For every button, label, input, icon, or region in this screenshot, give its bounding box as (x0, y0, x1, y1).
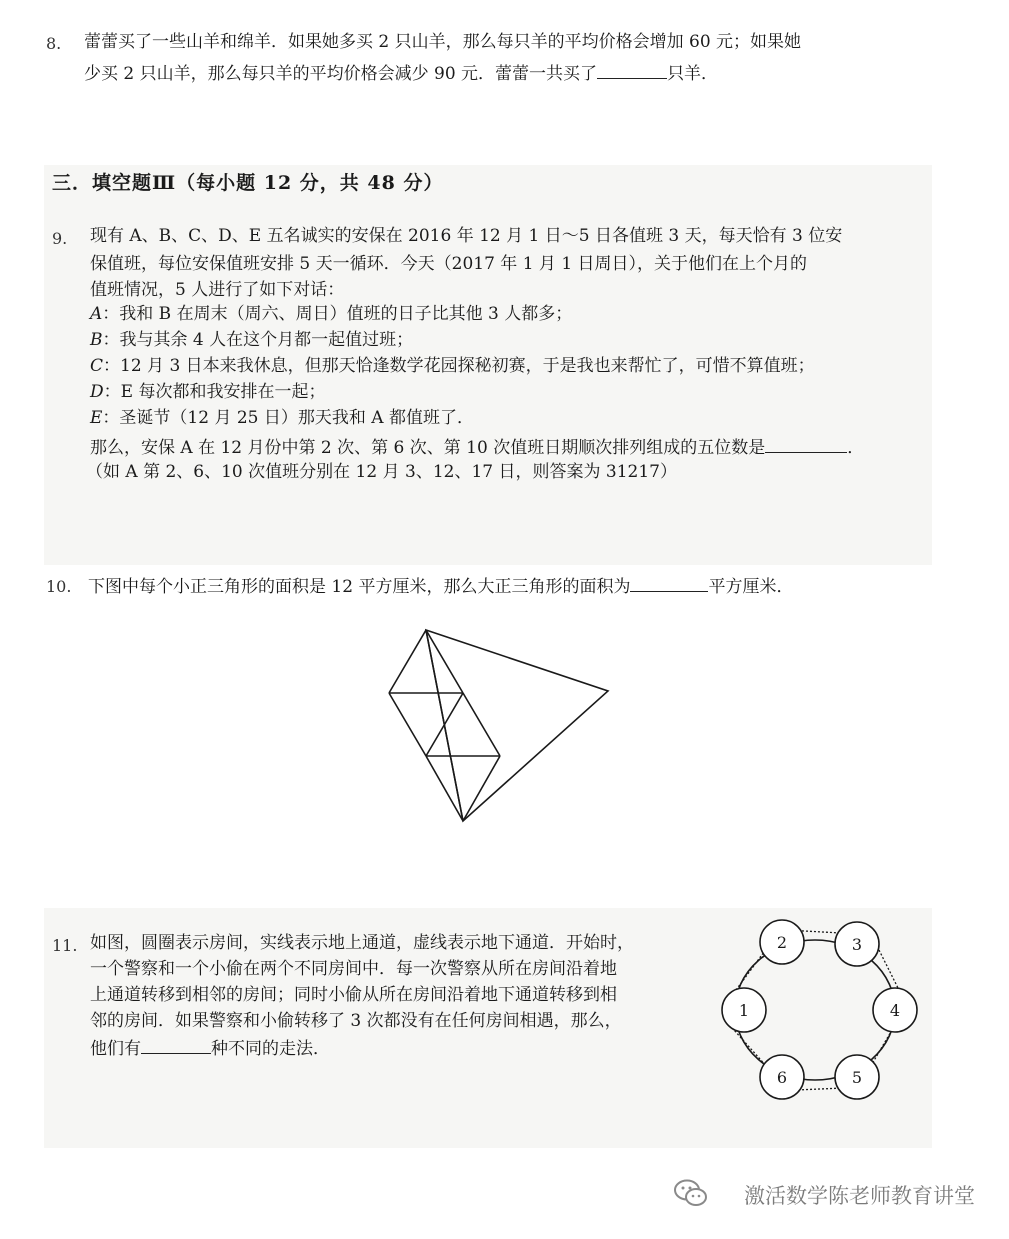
room-label: 2 (776, 933, 788, 952)
question-text: 邻的房间．如果警察和小偷转移了 3 次都没有在任何房间相遇，那么， (90, 1011, 622, 1031)
speaker-label: E (90, 408, 103, 428)
room-label: 4 (889, 1001, 901, 1020)
answer-blank[interactable] (597, 60, 667, 79)
wechat-icon (673, 1178, 709, 1208)
question-text-part: 下图中每个小正三角形的面积是 12 平方厘米，那么大正三角形的面积为 (88, 577, 631, 597)
answer-blank[interactable] (141, 1035, 211, 1054)
question-text (84, 60, 718, 86)
question-text-part: 只羊． (667, 64, 719, 84)
answer-blank[interactable] (765, 434, 847, 453)
dialogue-text: ：12 月 3 日本来我休息，但那天恰逢数学花园探秘初赛，于是我也来帮忙了，可惜不算值班； (103, 356, 815, 376)
question-number: 10. (46, 577, 72, 596)
room-label: 3 (851, 935, 863, 954)
question-text (90, 1035, 330, 1061)
question-text (88, 573, 793, 599)
question-number: 9. (52, 229, 68, 248)
room-label: 6 (776, 1068, 788, 1087)
speaker-label: D (90, 382, 104, 402)
underground-passage (796, 1088, 844, 1090)
question-text-part: 他们有 (90, 1039, 141, 1059)
big-triangle (426, 630, 608, 821)
question-text-part: 平方厘米． (708, 577, 794, 597)
question-text: 保值班，每位安保值班安排 5 天一循环．今天（2017 年 1 月 1 日周日），关于他们在上个月的 (90, 254, 808, 274)
dialogue-d (90, 380, 325, 404)
question-text: 一个警察和一个小偷在两个不同房间中．每一次警察从所在房间沿着地 (90, 959, 617, 979)
question-text-part: 那么，安保 A 在 12 月份中第 2 次、第 6 次、第 10 次值班日期顺次排列组成的五位数是 (90, 438, 766, 458)
small-triangle-edge (463, 756, 500, 821)
answer-blank[interactable] (630, 573, 708, 592)
dialogue-text: ：我与其余 4 人在这个月都一起值过班； (102, 330, 414, 350)
question-number: 11. (52, 936, 78, 955)
question-text-part: 少买 2 只山羊，那么每只羊的平均价格会减少 90 元．蕾蕾一共买了 (84, 64, 598, 84)
section-heading: 三．填空题Ⅲ（每小题 12 分，共 48 分） (52, 172, 444, 194)
question-ask (90, 434, 864, 460)
dialogue-e (90, 406, 474, 430)
dialogue-text: ：E 每次都和我安排在一起； (103, 382, 326, 402)
question-text: 上通道转移到相邻的房间；同时小偷从所在房间沿着地下通道转移到相 (90, 985, 617, 1005)
question-text-part: ． (847, 438, 865, 458)
dialogue-c (90, 354, 815, 378)
speaker-label: C (90, 356, 104, 376)
question-number: 8. (46, 34, 62, 53)
room-graph-figure (712, 912, 932, 1112)
small-triangle-edge (389, 693, 426, 756)
question-text: 现有 A、B、C、D、E 五名诚实的安保在 2016 年 12 月 1 日～5 日各值班 3 天，每天恰有 3 位安 (90, 226, 843, 246)
small-triangle-edge (426, 630, 463, 821)
triangle-figure (370, 615, 630, 835)
question-text: 值班情况，5 人进行了如下对话： (90, 280, 345, 300)
dialogue-b (90, 328, 413, 352)
room-label: 5 (851, 1068, 863, 1087)
question-text-part: 种不同的走法． (211, 1039, 330, 1059)
dialogue-a (90, 302, 572, 326)
dialogue-text: ：我和 B 在周末（周六、周日）值班的日子比其他 3 人都多； (102, 304, 573, 324)
small-triangle-edge (463, 693, 500, 756)
question-text: 蕾蕾买了一些山羊和绵羊．如果她多买 2 只山羊，那么每只羊的平均价格会增加 60 元；如果她 (84, 32, 802, 52)
room-label: 1 (738, 1001, 750, 1020)
watermark-text: 激活数学陈老师教育讲堂 (744, 1184, 975, 1208)
dialogue-text: ：圣诞节（12 月 25 日）那天我和 A 都值班了． (102, 408, 474, 428)
speaker-label: A (90, 304, 103, 324)
question-text: 如图，圆圈表示房间，实线表示地上通道，虚线表示地下通道．开始时， (90, 933, 634, 953)
question-example: （如 A 第 2、6、10 次值班分别在 12 月 3、12、17 日，则答案为 31217） (86, 462, 677, 482)
small-triangle-edge (389, 630, 426, 693)
speaker-label: B (90, 330, 103, 350)
